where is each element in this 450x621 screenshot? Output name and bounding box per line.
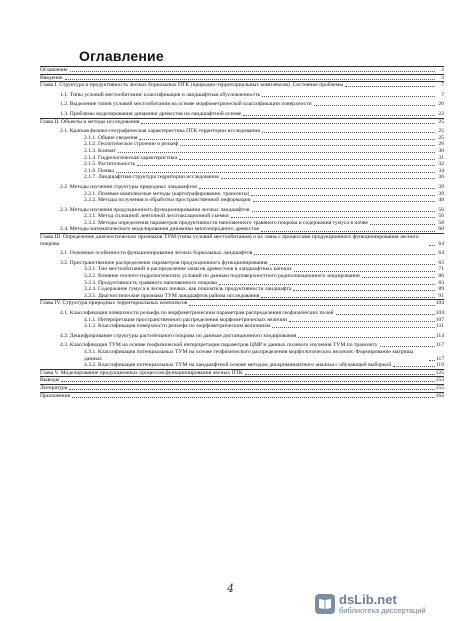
toc-leader-dots [61, 381, 434, 382]
toc-entry-page: 58 [438, 219, 444, 226]
toc-entry[interactable] [40, 155, 444, 162]
toc-entry-page: 48 [438, 197, 444, 204]
toc-entry[interactable] [40, 101, 444, 108]
toc-leader-dots [262, 96, 435, 97]
page-title: Оглавление [79, 48, 164, 64]
toc-entry[interactable] [40, 349, 444, 362]
toc-entry-title: 3.2.2. Влияние геолого-гидрологических условий по данным подповерхностного радиолокационного зондирования [84, 273, 360, 280]
toc-leader-dots [69, 389, 434, 390]
toc-entry-page: 91 [438, 292, 444, 299]
toc-entry[interactable] [40, 161, 444, 168]
toc-entry[interactable] [40, 299, 444, 307]
toc-leader-dots [362, 277, 435, 278]
toc-entry-page: 2 [441, 67, 444, 73]
toc-entry-title: 2.1.2. Геологическое строение и рельеф [84, 141, 179, 148]
toc-entry-title: Литература [40, 384, 68, 391]
toc-entry[interactable] [40, 174, 444, 181]
toc-entry-page: 71 [438, 266, 444, 273]
toc-entry-title: 1.2. Выделение типов условий местообитания на основе морфометрической классификации поверхности [60, 101, 312, 108]
toc-leader-dots [294, 271, 435, 272]
toc-leader-dots [179, 159, 435, 160]
toc-entry[interactable] [40, 92, 444, 99]
toc-entry-page: 64 [438, 240, 444, 247]
toc-entry-title: 2.2. Методы изучения структуры природных ландшафтов [60, 183, 197, 190]
toc-entry[interactable] [40, 317, 444, 324]
toc-leader-dots [180, 145, 435, 146]
toc-entry[interactable] [40, 128, 444, 135]
toc-leader-dots [254, 254, 435, 255]
toc-entry[interactable] [40, 273, 444, 280]
toc-entry-title: 2.1.3. Климат [84, 147, 116, 154]
table-of-contents [40, 66, 444, 399]
toc-entry[interactable] [40, 376, 444, 384]
toc-entry[interactable] [40, 168, 444, 175]
toc-entry-title: 3.2.5. Диагностические признаки ТУМ ландшафтов района исследования [84, 292, 260, 299]
toc-entry[interactable] [40, 66, 444, 74]
toc-leader-dots [252, 211, 435, 212]
toc-entry-title: 2.1.6. Почвы [84, 167, 114, 174]
toc-entry-page: 25 [438, 128, 444, 135]
toc-leader-dots [189, 305, 434, 306]
toc-entry-page: 3 [441, 74, 444, 81]
toc-leader-dots [199, 188, 435, 189]
toc-entry[interactable] [40, 197, 444, 204]
toc-leader-dots [231, 217, 435, 218]
toc-entry[interactable] [40, 362, 444, 369]
toc-leader-dots [370, 224, 435, 225]
toc-entry-page: 39 [438, 190, 444, 197]
toc-entry[interactable] [40, 141, 444, 148]
toc-leader-dots [70, 71, 435, 72]
toc-entry[interactable] [40, 233, 444, 247]
toc-leader-dots [261, 231, 435, 232]
toc-leader-dots [137, 165, 435, 166]
toc-entry[interactable] [40, 191, 444, 198]
toc-entry-title: Глава V. Моделирование продукционных процессов функционирования лесных ПТК [40, 369, 243, 376]
toc-leader-dots [270, 264, 435, 265]
toc-entry-page: 125 [435, 369, 444, 376]
toc-entry-page: 7 [441, 91, 444, 98]
toc-leader-dots [141, 123, 435, 124]
toc-entry-page: 104 [435, 300, 444, 307]
toc-entry-page: 39 [438, 183, 444, 190]
toc-entry[interactable] [40, 280, 444, 287]
toc-entry-title: 2.1.4. Гидрологическая характеристика [84, 154, 178, 161]
toc-entry-title: Выводы [40, 377, 60, 384]
toc-leader-dots [261, 297, 435, 298]
toc-entry-title: 4.3.2. Классификация потенциальных ТУМ на ландшафтной основе методом дискриминантного анализа с обучающей выборкой [84, 362, 392, 369]
toc-leader-dots [118, 152, 435, 153]
toc-entry[interactable] [40, 148, 444, 155]
toc-entry-title: 2.1.7. Ландшафтная структура территории исследования [84, 174, 219, 181]
toc-entry-page: 119 [435, 362, 444, 369]
brand-watermark[interactable] [315, 591, 445, 617]
toc-leader-dots [289, 321, 435, 322]
toc-entry-page: 34 [438, 167, 444, 174]
toc-entry-page: 22 [438, 110, 444, 117]
toc-entry-page: 32 [438, 161, 444, 168]
toc-entry[interactable] [40, 310, 444, 317]
toc-entry-page: 56 [438, 206, 444, 213]
toc-entry[interactable] [40, 74, 444, 82]
toc-entry-page: 80 [438, 273, 444, 280]
toc-leader-dots [262, 132, 435, 133]
toc-leader-dots [298, 337, 435, 338]
toc-entry[interactable] [40, 220, 444, 227]
toc-entry[interactable] [40, 207, 444, 214]
toc-entry-title: 4.1.2. Классификация поверхности рельефа по морфометрическим величинам [84, 323, 271, 330]
toc-entry-title: Глава II. Объекты и методы исследования [40, 118, 140, 125]
toc-entry[interactable] [40, 333, 444, 340]
toc-entry[interactable] [40, 392, 444, 400]
toc-entry-page: 89 [438, 286, 444, 293]
toc-entry[interactable] [40, 81, 444, 89]
toc-entry-title: 4.2. Дешифрирование структуры растительного покрова по данным дистанционного зондирования [60, 332, 297, 339]
toc-entry[interactable] [40, 286, 444, 293]
toc-entry[interactable] [40, 111, 444, 118]
toc-entry-title: 2.3.2. Методы определения параметров продуктивности напочвенного травяного покрова и содержания гумуса в почве [84, 219, 368, 226]
toc-entry-title: 3.1. Основные особенности функционирования лесных бореальных ландшафтов [60, 250, 253, 257]
toc-entry-page: 20 [438, 101, 444, 108]
toc-leader-dots [139, 139, 435, 140]
toc-entry-page: 104 [435, 310, 444, 316]
toc-entry-page: 153 [435, 377, 444, 384]
toc-leader-dots [429, 360, 435, 361]
toc-entry[interactable] [40, 118, 444, 126]
toc-leader-dots [393, 366, 435, 367]
toc-entry-title: 1.1. Типы условий местообитания: классификация и ландшафтная обусловленность [60, 91, 261, 98]
toc-entry-title: 2.1. Краткая физико-географическая характеристика ПТК территории исследования [60, 128, 260, 135]
toc-entry-page: 25 [438, 118, 444, 125]
toc-entry-page: 114 [435, 332, 444, 339]
toc-entry-page: 162 [435, 392, 444, 399]
toc-entry[interactable] [40, 266, 444, 273]
toc-entry-title: 2.4. Методы математического моделирования динамики многопородного древостоя [60, 226, 259, 233]
toc-leader-dots [72, 397, 434, 398]
toc-leader-dots [293, 290, 435, 291]
toc-entry-title: 3.2. Пространственное распределение параметров продукционного функционирования [60, 259, 268, 266]
toc-entry-title: Глава I. Структура и продуктивность лесных бореальных ПТК (природно-территориальных комплексов). Состояние проблемы [40, 82, 344, 89]
handwritten-page-mark: 4 [227, 582, 234, 595]
toc-leader-dots [243, 115, 435, 116]
toc-entry[interactable] [40, 293, 444, 300]
toc-entry-page: 155 [435, 384, 444, 391]
toc-entry[interactable] [40, 342, 444, 349]
toc-entry-page: 64 [438, 250, 444, 257]
toc-entry-title: 2.2.2. Методы получения и обработки пространственной информации [84, 197, 251, 204]
toc-entry-title: 2.3.1. Метод сплошной ленточной лесотаксационной съемки [84, 213, 229, 220]
toc-entry-title: 4.3.1. Классификация потенциальных ТУМ на основе геофизического распределения морфологических величин. Формирование матрицы данных [84, 348, 414, 362]
toc-leader-dots [251, 195, 435, 196]
toc-leader-dots [345, 86, 435, 87]
toc-entry[interactable] [40, 369, 444, 377]
toc-entry-page: 25 [438, 134, 444, 141]
toc-leader-dots [314, 105, 435, 106]
toc-leader-dots [116, 172, 435, 173]
toc-entry[interactable] [40, 323, 444, 330]
toc-entry[interactable] [40, 135, 444, 142]
toc-entry-page: 7 [441, 82, 444, 89]
toc-entry-title: 3.2.1. Тип местообитаний и распределение запасов древостоев в ландшафтных катенах [84, 266, 292, 273]
toc-entry-title: 2.3. Методы изучения продукционного функционирования лесных ландшафтов [60, 206, 250, 213]
toc-entry[interactable] [40, 260, 444, 267]
toc-entry-title: 3.2.4. Содержание гумуса в лесных почвах, как показатель продуктивности ландшафта [84, 286, 292, 293]
toc-entry[interactable] [40, 384, 444, 392]
toc-entry-title: 2.1.5. Растительность [84, 161, 136, 168]
toc-entry-title: Глава IV. Структура природных территориальных комплексов [40, 300, 188, 307]
toc-entry-page: 117 [435, 342, 444, 349]
toc-entry-title: 4.3. Классификация ТУМ на основе геофизической интерпретации параметров ЦМР и данных полевого изучения ТУМ по трансекту [60, 342, 378, 349]
toc-entry-page: 36 [438, 174, 444, 181]
toc-entry-title: 2.2.1. Полевые комплексные методы (картографирование, трансекты) [84, 190, 250, 197]
toc-entry-page: 117 [435, 355, 445, 362]
toc-entry-title: Оглавление [40, 67, 68, 73]
toc-entry[interactable] [40, 213, 444, 220]
toc-entry[interactable] [40, 184, 444, 191]
toc-leader-dots [380, 346, 435, 347]
brand-name: dsLib.net [339, 592, 397, 607]
toc-entry-page: 111 [436, 323, 444, 330]
toc-entry-title: 2.1.1. Общие сведения [84, 134, 138, 141]
toc-leader-dots [336, 314, 435, 315]
toc-entry-page: 56 [438, 213, 444, 220]
toc-entry-page: 26 [438, 141, 444, 148]
toc-entry-page: 60 [438, 226, 444, 233]
toc-entry[interactable] [40, 250, 444, 257]
toc-leader-dots [272, 327, 435, 328]
toc-entry-page: 30 [438, 147, 444, 154]
toc-leader-dots [253, 201, 435, 202]
toc-entry-title: Приложения [40, 392, 71, 399]
toc-entry-page: 65 [438, 259, 444, 266]
toc-entry-title: 1.3. Проблемы моделирования динамики древостоя на ландшафтной основе [60, 110, 242, 117]
book-icon [315, 594, 335, 614]
toc-leader-dots [219, 284, 435, 285]
toc-leader-dots [429, 245, 435, 246]
toc-entry-title: 4.1. Классификация поверхности рельефа по морфометрическим параметрам распределения геофизических полей [60, 310, 334, 316]
toc-entry-title: Глава III. Определение диагностических признаков ТУМ (типы условий местообитания) и их связь с процессами продукционного функционирования лесного покрова [40, 234, 419, 247]
toc-leader-dots [245, 374, 435, 375]
toc-entry-title: 4.1.1. Интерпретация пространственного распределения морфометрических величин [84, 316, 287, 323]
toc-entry-title: 3.2.3. Продуктивность травяного напочвенного покрова [84, 279, 217, 286]
toc-entry[interactable] [40, 226, 444, 233]
brand-subtitle: библиотека диссертаций [339, 606, 426, 615]
toc-leader-dots [221, 178, 435, 179]
toc-entry-page: 107 [435, 316, 444, 323]
toc-entry-title: Введение [40, 74, 63, 81]
toc-entry-page: 83 [438, 279, 444, 286]
toc-leader-dots [65, 79, 435, 80]
toc-entry-page: 31 [438, 154, 444, 161]
